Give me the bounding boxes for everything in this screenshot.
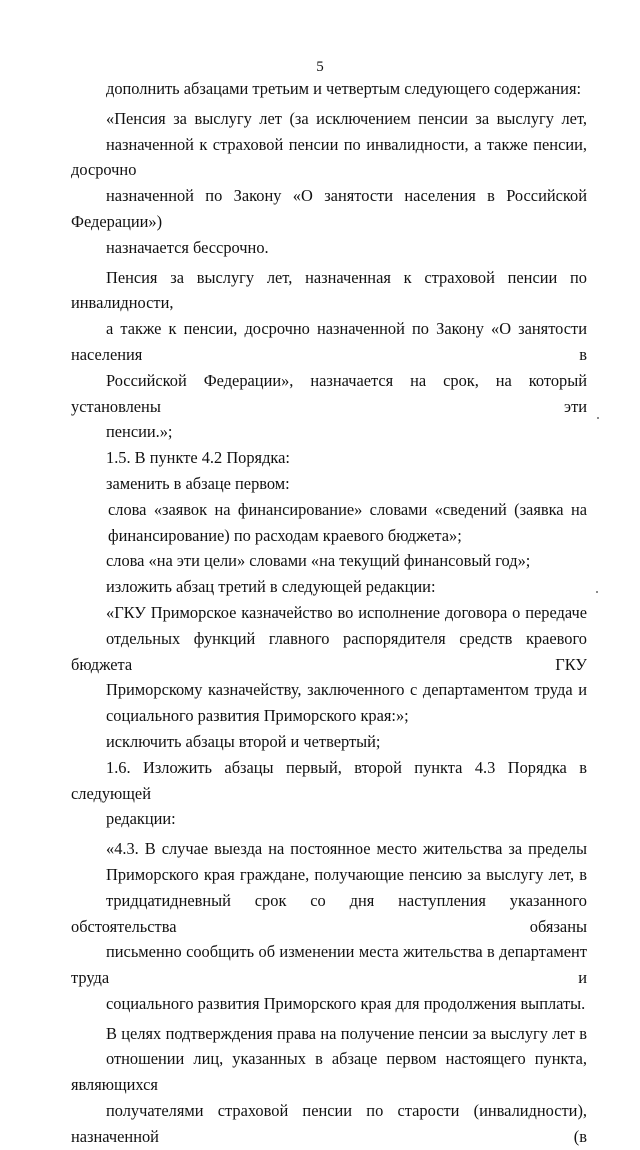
paragraph xyxy=(71,729,587,755)
paragraph xyxy=(71,1021,587,1150)
text-line: Приморскому казначейству, заключенного с департаментом труда и xyxy=(106,680,587,700)
text-line: заменить в абзаце первом: xyxy=(106,473,290,493)
text-line: получателями страховой пенсии по старости (инвалидности), назначенной (в xyxy=(71,1101,587,1146)
text-line: Российской Федерации», назначается на срок, на который установлены эти xyxy=(71,370,587,416)
text-line: слова «на эти цели» словами «на текущий финансовый год»; xyxy=(106,551,531,571)
text-line: назначается бессрочно. xyxy=(106,237,269,257)
text-line: отдельных функций главного распорядителя средств краевого бюджета ГКУ xyxy=(71,628,587,674)
text-line: письменно сообщить об изменении места жительства в департамент труда и xyxy=(71,942,587,988)
page-number: 5 xyxy=(316,59,324,75)
text-line: слова «заявок на финансирование» словами «сведений (заявка на xyxy=(108,499,587,519)
text-line: отношении лиц, указанных в абзаце первом настоящего пункта, являющихся xyxy=(71,1049,587,1095)
paragraph xyxy=(71,106,587,261)
text-line: изложить абзац третий в следующей редакции: xyxy=(106,577,436,597)
scan-speck xyxy=(597,417,599,419)
document-body xyxy=(71,76,587,1150)
text-line: а также к пенсии, досрочно назначенной по Закону «О занятости населения в xyxy=(71,319,587,364)
text-line: социального развития Приморского края:»; xyxy=(106,706,409,726)
text-line: 1.5. В пункте 4.2 Порядка: xyxy=(106,448,290,468)
text-line: В целях подтверждения права на получение пенсии за выслугу лет в xyxy=(106,1023,587,1043)
text-line: «4.3. В случае выезда на постоянное место жительства за пределы xyxy=(106,839,587,859)
text-line: финансирование) по расходам краевого бюджета»; xyxy=(108,525,462,545)
text-line: «Пенсия за выслугу лет (за исключением пенсии за выслугу лет, xyxy=(106,108,587,128)
text-line: назначенной по Закону «О занятости населения в Российской Федерации») xyxy=(71,186,587,231)
text-line: 1.6. Изложить абзацы первый, второй пункта 4.3 Порядка в следующей xyxy=(71,757,587,803)
scan-speck xyxy=(596,591,598,593)
paragraph xyxy=(71,471,587,497)
text-line: Приморского края граждане, получающие пенсию за выслугу лет, в xyxy=(106,864,587,884)
text-line: назначенной к страховой пенсии по инвалидности, а также пенсии, досрочно xyxy=(71,134,587,180)
paragraph xyxy=(71,445,587,471)
text-line: дополнить абзацами третьим и четвертым следующего содержания: xyxy=(106,79,582,98)
paragraph xyxy=(71,497,587,549)
text-line: пенсии.»; xyxy=(106,422,173,442)
paragraph xyxy=(71,265,587,446)
paragraph xyxy=(71,574,587,600)
paragraph xyxy=(71,548,587,574)
paragraph xyxy=(71,755,587,832)
text-line: Пенсия за выслугу лет, назначенная к страховой пенсии по инвалидности, xyxy=(71,267,587,313)
text-line: тридцатидневный срок со дня наступления указанного обстоятельства обязаны xyxy=(71,890,587,936)
text-line: исключить абзацы второй и четвертый; xyxy=(106,731,381,751)
paragraph xyxy=(71,836,587,1017)
text-line: редакции: xyxy=(106,809,176,829)
text-line: социального развития Приморского края для продолжения выплаты. xyxy=(106,993,586,1013)
paragraph xyxy=(71,76,587,102)
paragraph xyxy=(71,600,587,729)
text-line: «ГКУ Приморское казначейство во исполнение договора о передаче xyxy=(106,602,587,622)
